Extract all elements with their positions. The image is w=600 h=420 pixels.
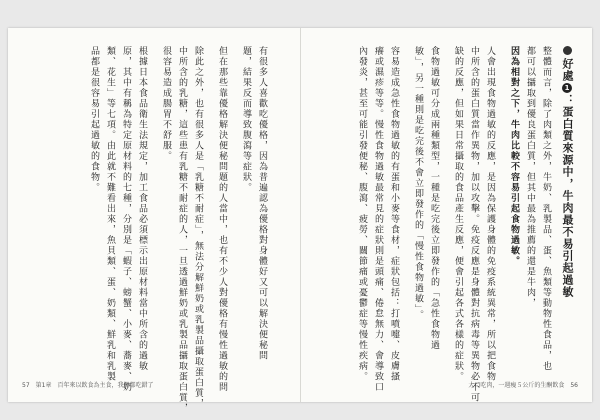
bullet-dot-icon xyxy=(563,46,572,55)
text-column: 敏」，另一種則是吃完後不會立即發作的「慢性食物過敏」。 xyxy=(413,46,423,321)
text-column: 有很多人喜歡吃優格，因為普遍認為優格對身體好又可以解決便秘問 xyxy=(257,46,267,361)
text-column: 容易造成急性食物過敏的有蛋和小麥等食材，症狀包括：打噴嚏、皮膚搔 xyxy=(389,46,399,382)
text-column: 題，結果反而導致腹瀉等症狀。 xyxy=(241,46,251,193)
text-column: 都可以攝取到優良蛋白質，但其中最為推薦的還是牛肉， xyxy=(525,46,535,309)
text-column: 品都是很容易引起過敏的食物。 xyxy=(89,46,99,193)
text-column: 癢或濕疹等等。慢性食物過敏最常見的症狀則是頭痛、倦怠無力、會導致口 xyxy=(373,46,383,393)
text-column: 缺的反應，但如果日常攝取的食品產生反應，便會引起各式各樣的症狀。 xyxy=(453,46,463,382)
text-column: 中所含的乳糖，這些患有乳糖不耐症的人，一旦透過鮮奶或乳製品攝取蛋白質， xyxy=(177,46,187,414)
text-column: 類、花生」等七項。由此就不難看出來，魚貝類、蛋、奶類、鮮乳和乳製 xyxy=(105,46,115,382)
text-column-emphasis: 因為相對之下，牛肉比較不容易引起食物過敏。 xyxy=(509,46,519,267)
heading-number-badge: 1 xyxy=(563,83,571,93)
text-column: 食物過敏可分成兩種類型，一種是吃完後立即發作的「急性食物過 xyxy=(429,46,439,351)
footer-right: 大口吃肉，一週瘦５公斤的生酮飲食 56 xyxy=(468,382,578,389)
section-heading xyxy=(560,46,574,298)
text-column: 內發炎，甚至可能引發便秘、腹瀉、疲勞、關節痛或憂鬱症等慢性疾病。 xyxy=(357,46,367,382)
footer-left: 57 第1章 百年來以飲食為主食，我們都吃錯了 xyxy=(22,382,154,389)
text-column: 中所含的蛋白質當作異物，加以攻擊。免疫反應是身體對抗病毒等異物必不可 xyxy=(469,46,479,403)
text-column: 除此之外，也有很多人是「乳糖不耐症」，無法分解鮮奶或乳製品攝取蛋白質， xyxy=(193,46,203,409)
text-column: 原，其中有稱為特定原材料的七種，分別是「蝦子、螃蟹、小麥、蕎麥、奶 xyxy=(121,46,131,393)
text-column: 根據日本食品衛生法規定，加工食品必須標示出原材料當中所含的過敏 xyxy=(137,46,147,372)
page-gutter xyxy=(300,28,301,402)
text-column: 很容易造成腸胃不舒服。 xyxy=(161,46,171,162)
text-column: 整體而言，除了肉類之外，牛奶、乳製品、蛋、魚類等動物性食品，也 xyxy=(541,46,551,372)
book-spread xyxy=(8,28,592,414)
heading-text: ：蛋白質來源中，牛肉最不易引起過敏 xyxy=(561,94,574,298)
text-column: 但在那些靠優格解決便秘問題的人當中，也有不少人對優格有慢性過敏的問 xyxy=(217,46,227,393)
heading-prefix: 好處 xyxy=(561,58,574,82)
text-column: 人會出現食物過敏的反應，是因為保護身體的免疫系統異常，所以把食物 xyxy=(485,46,495,382)
